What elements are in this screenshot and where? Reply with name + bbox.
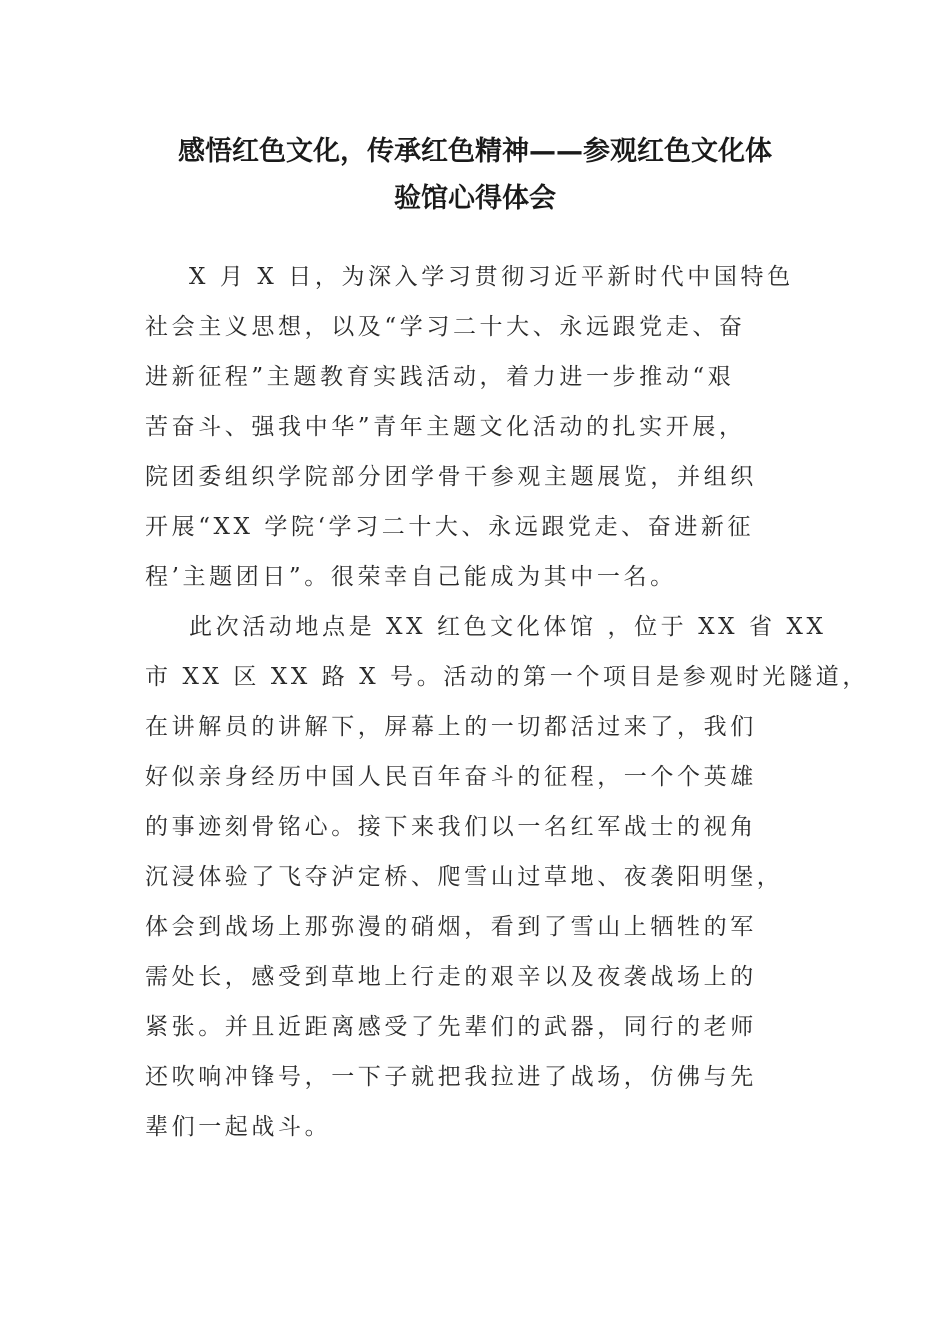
text-line: 苦奋斗、强我中华”青年主题文化活动的扎实开展， (145, 414, 746, 440)
text-line: 体会到战场上那弥漫的硝烟，看到了雪山上牺牲的军 (145, 914, 757, 940)
text-line: 院团委组织学院部分团学骨干参观主题展览，并组织 (145, 464, 757, 490)
text-line: 进新征程”主题教育实践活动，着力进一步推动“艰 (145, 364, 735, 390)
text-line: 沉浸体验了飞夺泸定桥、爬雪山过草地、夜袭阳明堡， (145, 864, 784, 890)
text-line: X 月 X 日，为深入学习贯彻习近平新时代中国特色 (189, 264, 794, 290)
paragraph-1 (145, 252, 807, 602)
text-line: 在讲解员的讲解下，屏幕上的一切都活过来了，我们 (145, 714, 757, 740)
text-line: 需处长，感受到草地上行走的艰辛以及夜袭战场上的 (145, 964, 757, 990)
title-line-2: 验馆心得体会 (394, 183, 556, 214)
text-line: 社会主义思想，以及“学习二十大、永远跟党走、奋 (145, 314, 746, 340)
document-body (145, 252, 869, 1152)
text-line: 紧张。并且近距离感受了先辈们的武器，同行的老师 (145, 1014, 757, 1040)
text-line: 还吹响冲锋号，一下子就把我拉进了战场，仿佛与先 (145, 1064, 757, 1090)
text-line: 的事迹刻骨铭心。接下来我们以一名红军战士的视角 (145, 814, 757, 840)
text-line: 程’主题团日”。很荣幸自己能成为其中一名。 (145, 564, 677, 590)
document-title (145, 128, 805, 222)
text-line: 市 XX 区 XX 路 X 号。活动的第一个项目是参观时光隧道， (145, 664, 869, 690)
paragraph-2 (145, 602, 869, 1152)
text-line: 此次活动地点是 XX 红色文化体馆 ，位于 XX 省 XX (189, 614, 827, 640)
text-line: 辈们一起战斗。 (145, 1114, 332, 1140)
title-line-1: 感悟红色文化，传承红色精神——参观红色文化体 (178, 136, 772, 167)
text-line: 开展“XX 学院‘学习二十大、永远跟党走、奋进新征 (145, 514, 755, 540)
text-line: 好似亲身经历中国人民百年奋斗的征程，一个个英雄 (145, 764, 757, 790)
